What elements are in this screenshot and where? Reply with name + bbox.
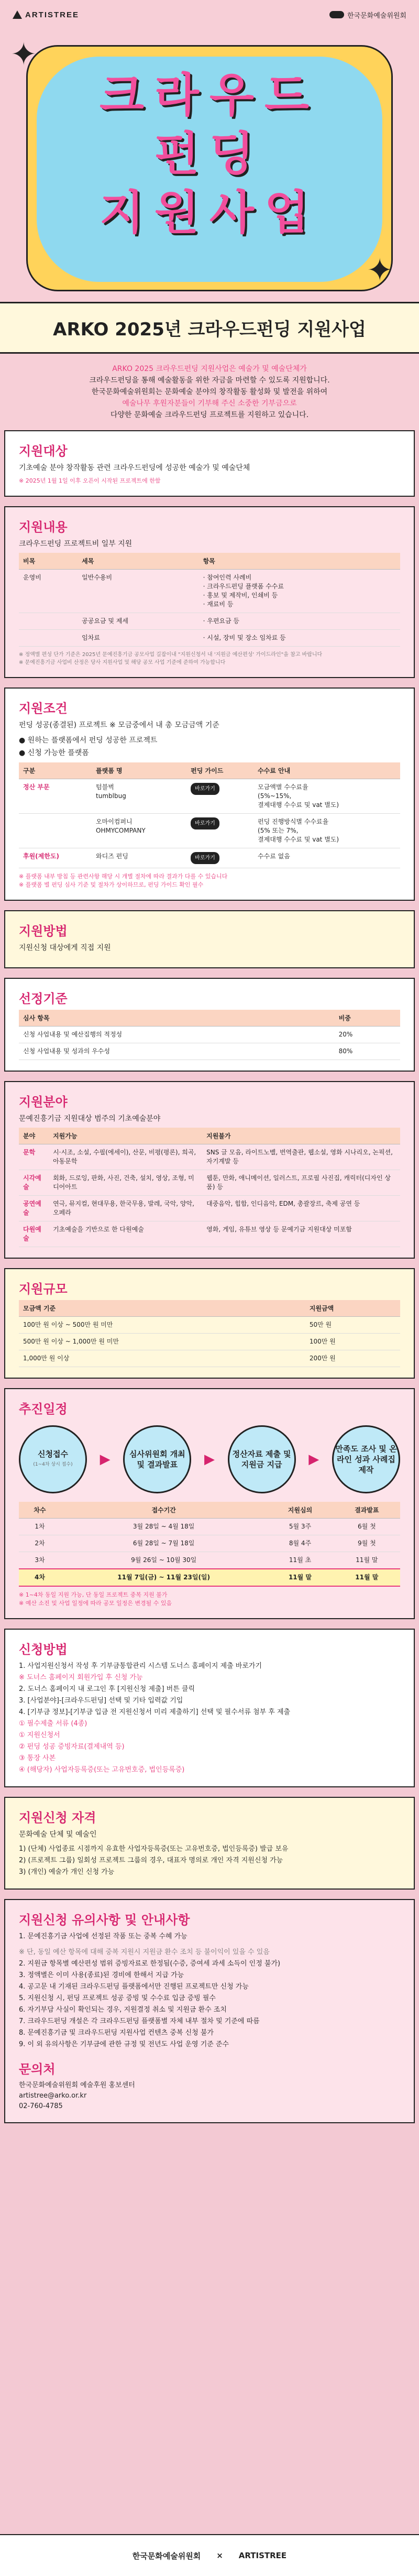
hero-line-3: 지원사업 xyxy=(99,185,320,239)
footer-org: 한국문화예술위원회 xyxy=(132,2551,201,2561)
list-item: 5. 지원신청 시, 펀딩 프로젝트 성공 증빙 및 수수료 입금 증빙 필수 xyxy=(19,1994,216,2002)
section-field xyxy=(4,1081,415,1259)
list-item: ① 필수제출 서류 (4종) xyxy=(19,1720,87,1728)
bullet: ● 신청 가능한 플랫폼 xyxy=(19,749,89,757)
list-item: 7. 크라우드펀딩 개설은 각 크라우드펀딩 플랫폼별 자체 내부 절차 및 기준에 따름 xyxy=(19,2017,260,2025)
section-desc: 기초예술 분야 창작활동 관련 크라우드펀딩에 성공한 예술가 및 예술단체 xyxy=(19,464,250,472)
intro-line: 크라우드펀딩을 통해 예술활동을 위한 자금을 마련할 수 있도록 지원합니다. xyxy=(89,376,330,385)
section-desc: 문예진흥기금 지원대상 범주의 기초예술분야 xyxy=(19,1115,161,1123)
table-row: 공공요금 및 제세 · 우편요금 등 xyxy=(19,613,400,630)
arrow-right-icon: ▶ xyxy=(100,1451,111,1467)
brand-name: ARTISTREE xyxy=(25,10,80,19)
section-title: 지원조건 xyxy=(19,701,68,716)
table-row: 후원(제한도) 와디즈 펀딩 바로가기 수수료 없음 xyxy=(19,848,400,868)
section-desc: 문화예술 단체 및 예술인 xyxy=(19,1830,97,1839)
top-bar xyxy=(0,0,419,29)
section-caution xyxy=(4,1899,415,2123)
list-item: ① 지원신청서 xyxy=(19,1731,60,1739)
list-item: 1. 사업지원신청서 작성 후 기부금통합관리 시스템 도너스 홈페이지 제출 바로가기 xyxy=(19,1662,262,1670)
star-icon: ✦ xyxy=(367,252,393,289)
section-desc: 크라우드펀딩 프로젝트비 일부 지원 xyxy=(19,540,133,548)
list-item: 1) (단체) 사업종료 시점까지 유효한 사업자등록증(또는 고유번호증, 법인등록증) 발급 보유 xyxy=(19,1845,289,1853)
list-item: 3. 정액별은 이미 사용(종료)된 경비에 한해서 지급 가능 xyxy=(19,1971,184,1979)
table-row: 신청 사업내용 및 예산집행의 적정성 20% xyxy=(19,1027,400,1043)
title-banner xyxy=(0,302,419,354)
section-criteria xyxy=(4,978,415,1072)
list-item: 8. 문예진흥기금 및 크라우드펀딩 지원사업 컨텐츠 중복 신청 불가 xyxy=(19,2029,214,2037)
section-title: 선정기준 xyxy=(19,991,68,1006)
section-cond xyxy=(4,687,415,901)
section-title: 지원규모 xyxy=(19,1282,68,1296)
section-desc: 펀딩 성공(종결된) 프로젝트 ※ 모금중에서 내 총 모금금액 기준 xyxy=(19,721,219,729)
criteria-table: 심사 항목 비중 신청 사업내용 및 예산집행의 적정성 20% 신청 사업내용 및 성과의 우수성 80% xyxy=(19,1010,400,1060)
contact-phone: 02-760-4785 xyxy=(19,2102,63,2110)
footer-brand: ARTISTREE xyxy=(238,2551,287,2560)
guide-link-button[interactable]: 바로가기 xyxy=(191,783,219,795)
contact-title: 문의처 xyxy=(19,2062,56,2077)
table-row: 다원예술 기초예술을 기반으로 한 다원예술 영화, 게임, 유튜브 영상 등 문예기금 지원대상 미포함 xyxy=(19,1221,400,1247)
section-content xyxy=(4,506,415,678)
section-target xyxy=(4,430,415,497)
table-row-highlight: 4차 11월 7일(금) ~ 11월 23일(일) 11월 말 11월 말 xyxy=(19,1569,400,1586)
page-title: ARKO 2025년 크라우드펀딩 지원사업 xyxy=(53,319,366,340)
process-step: 심사위원회 개최 및 결과발표 xyxy=(123,1425,191,1493)
intro-line: 한국문화예술위원회는 문화예술 분야의 창작활동 활성화 및 발전을 위하여 xyxy=(91,388,328,396)
table-row: 500만 원 이상 ~ 1,000만 원 미만 100만 원 xyxy=(19,1334,400,1350)
guide-link-button[interactable]: 바로가기 xyxy=(191,817,219,829)
table-row: 공연예술 연극, 뮤지컬, 현대무용, 한국무용, 발레, 국악, 양악, 오페라 대중음악, 힙합, 인디음악, EDM, 총괄장르, 축제 공연 등 xyxy=(19,1196,400,1221)
list-item: 2) (프로젝트 그룹) 일회성 프로젝트 그룹의 경우, 대표자 명의로 개인 자격 지원신청 가능 xyxy=(19,1857,283,1864)
triangle-icon xyxy=(13,10,22,19)
section-title: 지원내용 xyxy=(19,520,68,534)
section-title: 지원대상 xyxy=(19,444,68,459)
contact-email[interactable]: artistree@arko.or.kr xyxy=(19,2092,87,2100)
section-scale xyxy=(4,1268,415,1379)
bullet: ● 원하는 플랫폼에서 펀딩 성공한 프로젝트 xyxy=(19,736,158,745)
hero-line-1: 크라우드 xyxy=(99,68,320,122)
list-item: 9. 이 외 유의사항은 기부금에 관한 규정 및 전년도 사업 운영 기준 준수 xyxy=(19,2040,229,2048)
table-row: 1차 3월 28일 ~ 4월 18일 5월 3주 6월 첫 xyxy=(19,1519,400,1535)
intro-line: 다양한 문화예술 크라우드펀딩 프로젝트를 지원하고 있습니다. xyxy=(110,411,309,419)
list-item: 3. [사업분야]-[크라우드펀딩] 선택 및 기타 입력값 기입 xyxy=(19,1697,183,1705)
process-flow xyxy=(19,1425,400,1493)
schedule-table: 차수 접수기간 지원심의 결과발표 1차 3월 28일 ~ 4월 18일 5월 3주 6월 첫 2차 6월 28일 ~ 7월 18일 8월 4주 9월 첫 3차 9월 26일 ~ 10월 30일 11월 초 11월 말 4차 11월 7일(금) ~ 11월 23일(일) 11월 말 11월 말 xyxy=(19,1502,400,1587)
table-row: 2차 6월 28일 ~ 7월 18일 8월 4주 9월 첫 xyxy=(19,1535,400,1552)
hero-line-2: 펀딩 xyxy=(154,127,265,181)
footer-x: × xyxy=(216,2551,223,2560)
table-row: 시각예술 회화, 드로잉, 판화, 사진, 건축, 설치, 영상, 조형, 미디어아트 웹툰, 만화, 애니메이션, 일러스트, 프로필 사진집, 캐릭터(디자인 상품) 등 xyxy=(19,1170,400,1196)
list-item: ④ (해당자) 사업자등록증(또는 고유번호증, 법인등록증) xyxy=(19,1766,185,1774)
arrow-right-icon: ▶ xyxy=(204,1451,215,1467)
section-schedule xyxy=(4,1388,415,1619)
section-qual xyxy=(4,1797,415,1890)
list-item: 2. 도너스 홈페이지 내 로그인 후 [지원신청 제출] 버튼 클릭 xyxy=(19,1685,195,1693)
list-item: 4. [기부금 정보]-[기부금 입금 전 지원신청서 미리 제출하기] 선택 및 필수서류 첨부 후 제출 xyxy=(19,1708,291,1716)
section-note: ※ 2025년 1월 1일 이후 오픈이 시작된 프로젝트에 한함 xyxy=(19,477,161,484)
list-item: 2. 지원금 항목별 예산편성 범위 증빙자료로 한정됨(수증, 증여세 과세 소득이 인정 불가) xyxy=(19,1960,281,1968)
process-step: 신청접수 (1~4차 상시 접수) xyxy=(19,1425,87,1493)
list-item: 6. 자기부담 사실이 확인되는 경우, 지원결정 취소 및 지원금 환수 조치 xyxy=(19,2006,227,2014)
table-row: 신청 사업내용 및 성과의 우수성 80% xyxy=(19,1043,400,1060)
section-note: ※ 플랫폼 내부 방침 등 관련사항 해당 시 개별 절차에 따라 결과가 다를 수 있습니다 ※ 플랫폼 별 펀딩 심사 기준 및 절차가 상이하므로, 펀딩 가이드 확인 필수 xyxy=(19,873,228,888)
intro-line: 예술나무 후원자분들이 기부해 주신 소중한 기부금으로 xyxy=(122,399,297,408)
org-name: 한국문화예술위원회 xyxy=(347,12,406,20)
section-title: 지원신청 자격 xyxy=(19,1810,96,1825)
process-step: 만족도 조사 및 온라인 성과 사례집 제작 xyxy=(332,1425,400,1493)
table-row: 문학 시·시조, 소설, 수필(에세이), 산문, 비평(평론), 희곡, 아동문학 SNS 글 모음, 라이트노벨, 번역출판, 웹소설, 영화 시나리오, 논픽션, 자기계발 등 xyxy=(19,1144,400,1170)
footer xyxy=(0,2534,419,2576)
list-item: ③ 통장 사본 xyxy=(19,1754,56,1762)
scale-table: 모금액 기준 지원금액 100만 원 이상 ~ 500만 원 미만 50만 원 500만 원 이상 ~ 1,000만 원 미만 100만 원 1,000만 원 이상 200만 원 xyxy=(19,1300,400,1367)
section-method xyxy=(4,910,415,968)
hero xyxy=(0,29,419,302)
section-desc: 지원신청 대상에게 직접 지원 xyxy=(19,944,111,952)
content-table xyxy=(19,553,400,647)
table-row: 3차 9월 26일 ~ 10월 30일 11월 초 11월 말 xyxy=(19,1552,400,1569)
list-item: 4. 공고문 내 기재된 크라우드펀딩 플랫폼에서만 진행된 프로젝트만 신청 가능 xyxy=(19,1983,249,1991)
intro-line: ARKO 2025 크라우드펀딩 지원사업은 예술가 및 예술단체가 xyxy=(112,365,307,373)
section-title: 신청방법 xyxy=(19,1642,68,1657)
field-table: 분야 지원가능 지원불가 문학 시·시조, 소설, 수필(에세이), 산문, 비평(평론), 희곡, 아동문학 SNS 글 모음, 라이트노벨, 번역출판, 웹소설, 영화 시나리오, 논픽션, 자기계발 등 시각예술 회화, 드로잉, 판화, 사진, 건축, 설치, 영상, 조형, 미디어아트 웹툰, 만화, 애니메이션, 일러스트, 프로필 사진집, 캐릭터(디자인 상품) 등 공연예술 연극, 뮤지컬, 현대무용, 한국무용, 발레, 국악, 양악, 오페라 대중음악, 힙합, 인디음악, EDM, 총괄장르, 축제 공연 등 다원예술 기초예술을 기반으로 한 다원예술 영화, 게임, 유튜브 영상 등 문예기금 지원대상 미포함 xyxy=(19,1128,400,1247)
table-notes: ※ 정액별 편성 단가 기준은 2025년 문예진흥기금 공모사업 길잡이내 "지원신청서 내 '지원금 예산편성' 가이드라인"을 참고 바랍니다 ※ 문예진흥기금 사업비 산정은 당사 지원사업 및 해당 공모 사업 기준에 준하여 가능합니다 xyxy=(19,652,323,665)
qual-list xyxy=(19,1843,400,1878)
section-note: ※ 1~4차 동일 지원 가능, 단 동일 프로젝트 중복 지원 불가 ※ 예산 소진 및 사업 일정에 따라 공모 일정은 변경될 수 있음 xyxy=(19,1591,172,1607)
table-row: 운영비 일반수용비 · 참여인력 사례비 · 크라우드펀딩 플랫폼 수수료 · 홍보 및 제작비, 인쇄비 등 · 재료비 등 xyxy=(19,570,400,613)
artistree-logo xyxy=(13,10,79,19)
list-item: ② 펀딩 성공 증빙자료(결제내역 등) xyxy=(19,1743,125,1751)
section-title: 추진일정 xyxy=(19,1402,68,1416)
table-row: 오마이컴퍼니 OHMYCOMPANY 바로가기 펀딩 진행방식별 수수료율 (5% 또는 7%, 결제대행 수수료 및 vat 별도) xyxy=(19,814,400,848)
arrow-right-icon: ▶ xyxy=(308,1451,319,1467)
section-title: 지원신청 유의사항 및 안내사항 xyxy=(19,1913,190,1927)
table-row: 임차료 · 시설, 장비 및 장소 임차료 등 xyxy=(19,630,400,647)
caution-list xyxy=(19,1931,400,2050)
th: 비목 xyxy=(19,553,78,570)
contact-org: 한국문화예술위원회 예술후원 홍보센터 xyxy=(19,2081,135,2089)
star-icon: ✦ xyxy=(10,36,37,73)
process-step: 정산자료 제출 및 지원금 지급 xyxy=(228,1425,296,1493)
platform-table: 구분 플랫폼 명 펀딩 가이드 수수료 안내 정산 부문 텀블벅 tumblbug 바로가기 모금액별 수수료율 (5%~15%, 결제대행 수수료 및 vat 별도) 오마이컴퍼니 OHMYCOMPANY 바로가기 펀딩 진행방식별 수수료율 (5% 또는 7%, 결제대행 수수료 및 vat 별도) 후원(제한도) 와디즈 펀딩 바로가기 수수료 없음 xyxy=(19,762,400,868)
section-apply xyxy=(4,1629,415,1787)
section-title: 지원방법 xyxy=(19,924,68,938)
list-item: 1. 문예진흥기금 사업에 선정된 작품 또는 중복 수혜 가능 xyxy=(19,1933,188,1940)
section-title: 지원분야 xyxy=(19,1095,68,1109)
hero-title xyxy=(0,66,419,242)
apply-list xyxy=(19,1661,400,1776)
guide-link-button[interactable]: 바로가기 xyxy=(191,852,219,864)
arko-mark-icon xyxy=(329,11,344,18)
list-item: ※ 단, 동일 예산 항목에 대해 중복 지원시 지원금 환수 조치 등 불이익이 있을 수 있음 xyxy=(19,1948,270,1956)
table-row: 1,000만 원 이상 200만 원 xyxy=(19,1350,400,1367)
arko-logo xyxy=(329,10,406,20)
table-row: 정산 부문 텀블벅 tumblbug 바로가기 모금액별 수수료율 (5%~15%, 결제대행 수수료 및 vat 별도) xyxy=(19,779,400,814)
th: 세목 xyxy=(78,553,199,570)
intro xyxy=(0,354,419,430)
list-item: ※ 도너스 홈페이지 회원가입 후 신청 가능 xyxy=(19,1674,143,1682)
table-row: 100만 원 이상 ~ 500만 원 미만 50만 원 xyxy=(19,1317,400,1334)
list-item: 3) (개인) 예술가 개인 신청 가능 xyxy=(19,1868,115,1876)
th: 항목 xyxy=(199,553,400,570)
